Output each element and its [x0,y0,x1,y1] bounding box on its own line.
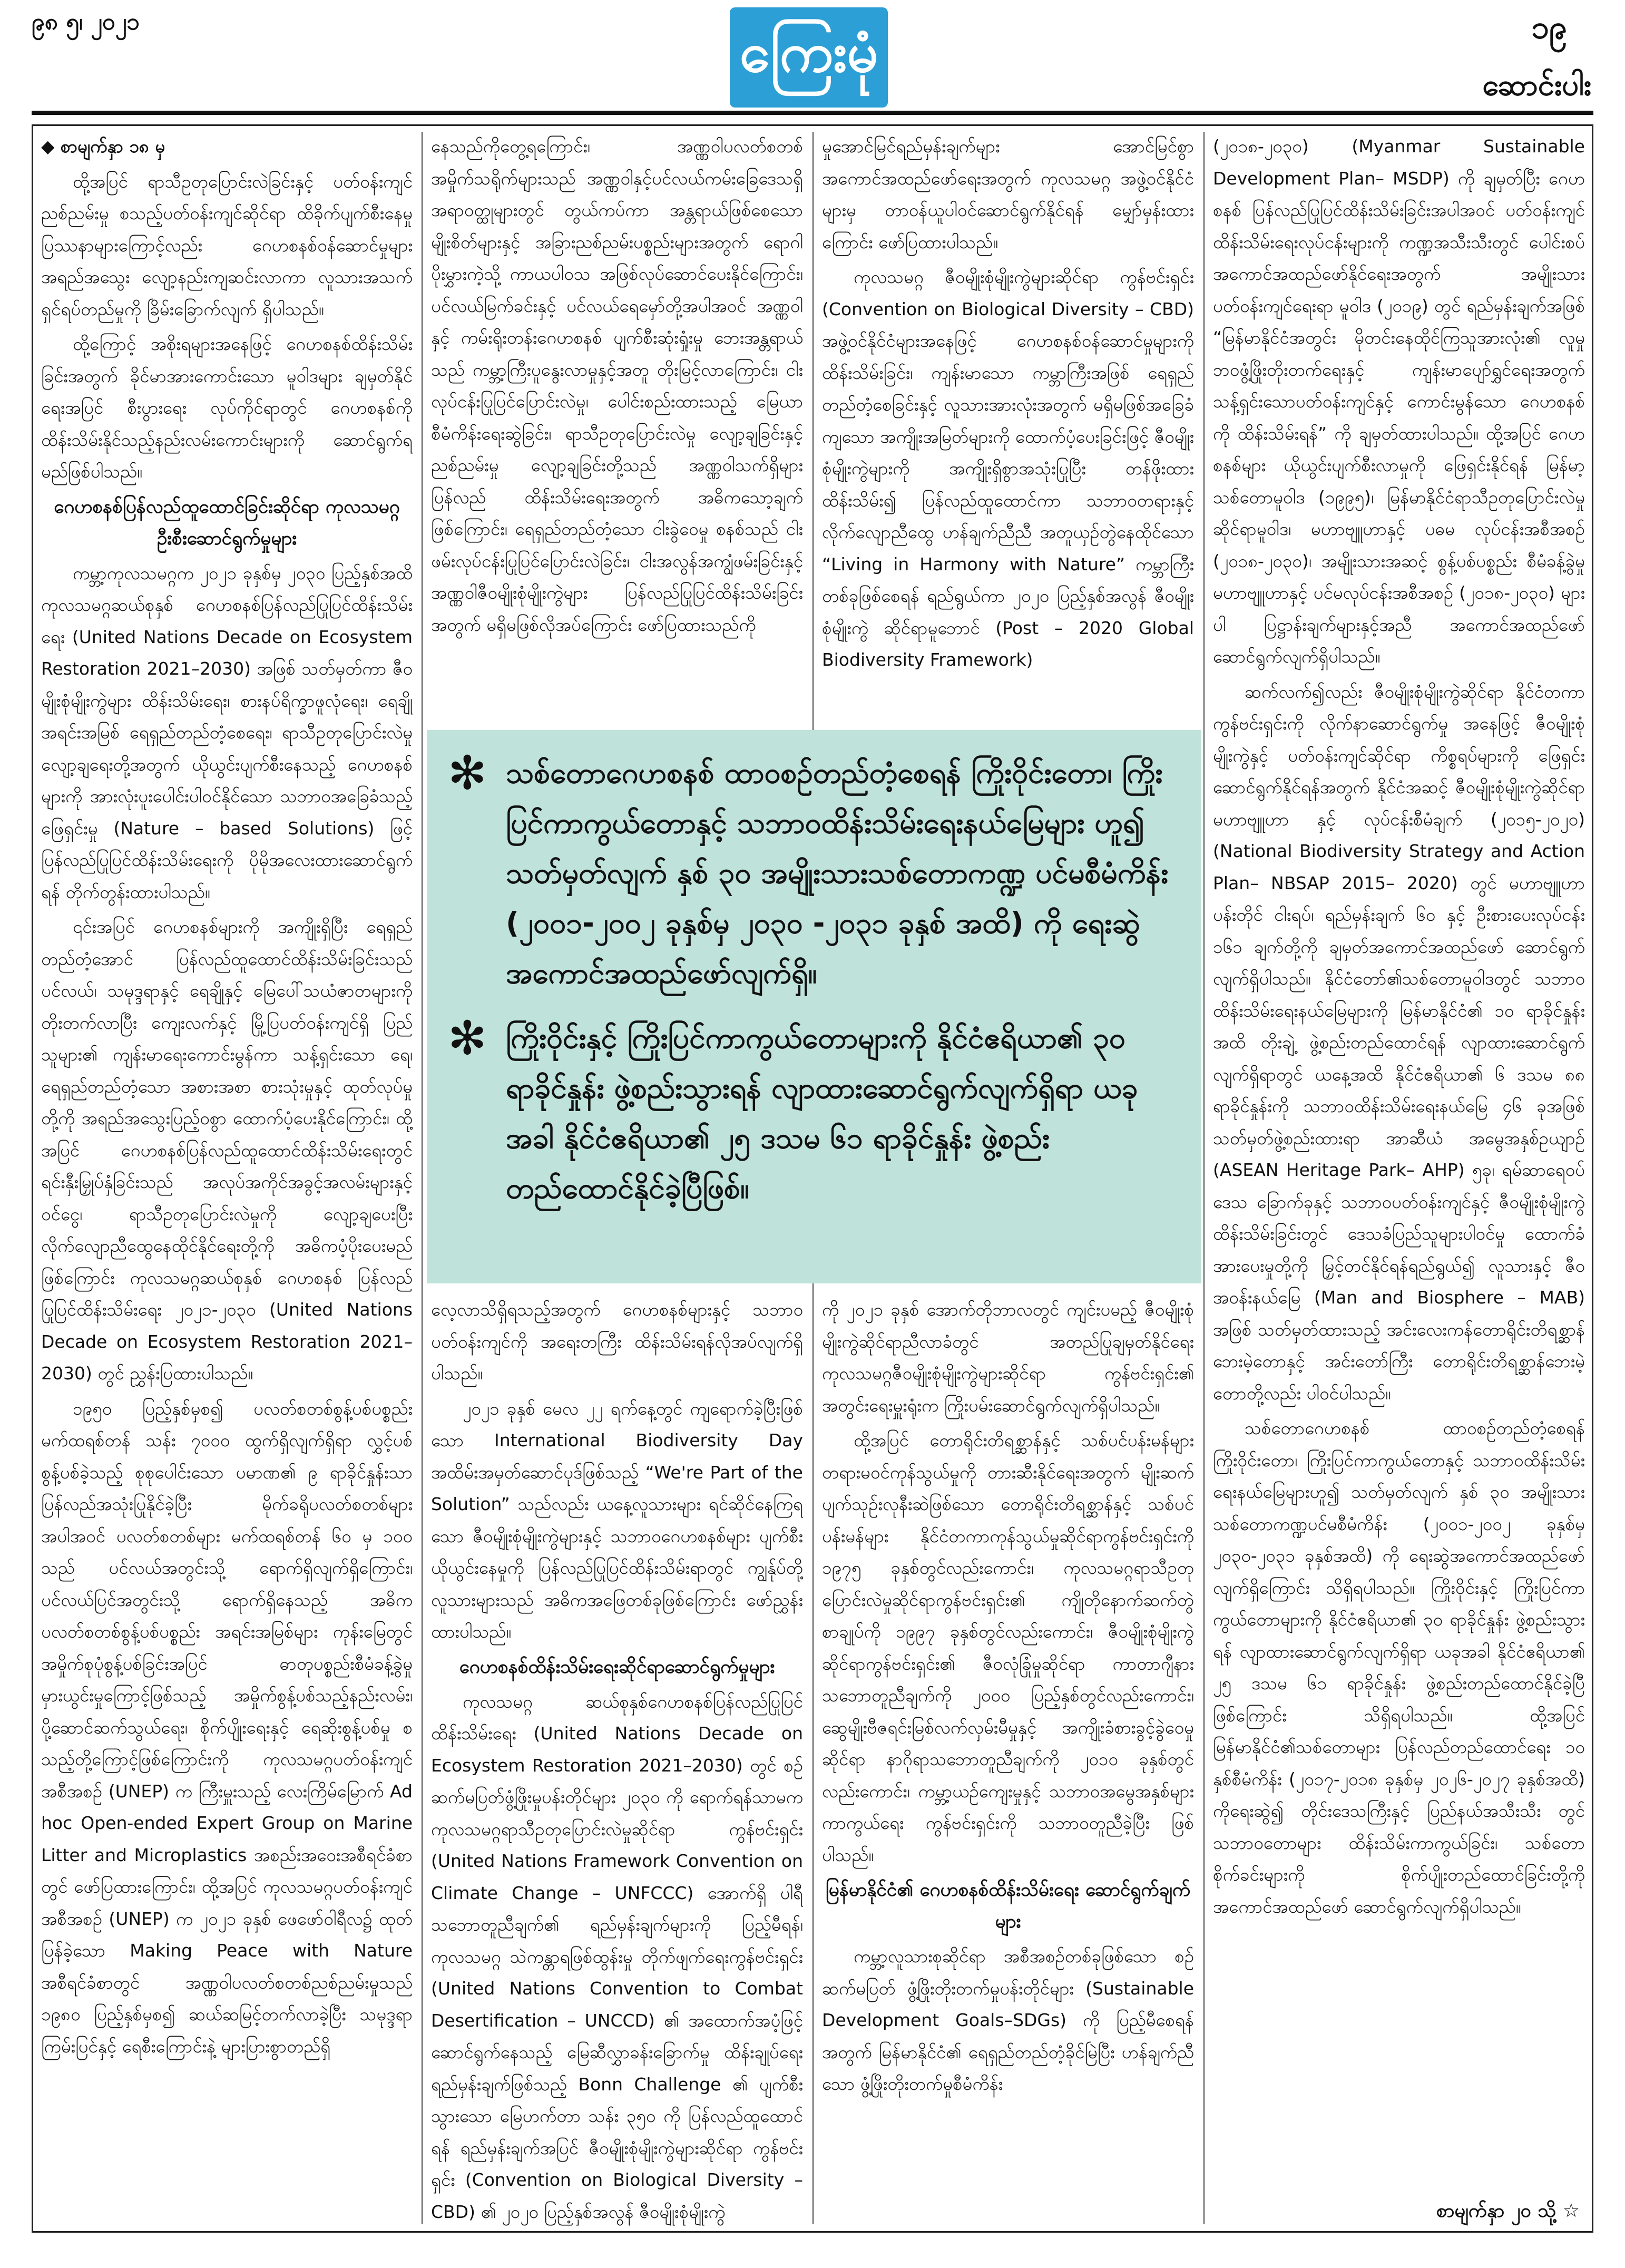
highlight-text: ကြိုးဝိုင်းနှင့် ကြိုးပြင်ကာကွယ်တောများကို နိုင်ငံဧရိယာ၏ ၃၀ ရာခိုင်နှုန်း ဖွဲ့စည်းသွားရန် လျာထားဆောင်ရွက်လျက်ရှိရာ ယခုအခါ နိုင်ငံဧရိယာ၏ ၂၅ ဒသမ ၆၁ ရာခိုင်နှုန်း ဖွဲ့စည်း တည်ထောင်နိုင်ခဲ့ပြီဖြစ်။ [506,1021,1138,1205]
article-column-1 [41,131,413,2228]
paragraph: နေသည်ကိုတွေ့ရကြောင်း၊ အဏ္ဏဝါပလတ်စတစ် အမှိုက်သရိုက်များသည် အဏ္ဏဝါနှင့်ပင်လယ်ကမ်းခြေဒေသရှိ အရာဝတ္ထုများတွင် တွယ်ကပ်ကာ အန္တရာယ်ဖြစ်စေသော မျိုးစိတ်များနှင့် အခြားညစ်ညမ်းပစ္စည်းများအတွက် ရောဂါ ပိုးမွှားကဲ့သို့ ကာယပါ၀သ အဖြစ်လုပ်ဆောင်ပေးနိုင်ကြောင်း၊ ပင်လယ်မြက်ခင်းနှင့် ပင်လယ်ရေမှော်တို့အပါအဝင် အဏ္ဏဝါနှင့် ကမ်းရိုးတန်းဂေဟစနစ် ပျက်စီးဆုံးရှုံးမှု ဘေးအန္တရာယ်သည် ကမ္ဘာ့ကြီးပူနွေးလာမှုနှင့်အတူ တိုးမြင့်လာကြောင်း၊ ငါးလုပ်ငန်းပြုပြင်ပြောင်းလဲမှု၊ ပေါင်းစည်းထားသည့် မြေယာစီမံကိန်းရေးဆွဲခြင်း၊ ရာသီဥတုပြောင်းလဲမှု လျော့ချခြင်းနှင့် ညစ်ညမ်းမှု လျော့ချခြင်းတို့သည် အဏ္ဏဝါသက်ရှိများ ပြန်လည် ထိန်းသိမ်းရေးအတွက် အဓိကသော့ချက်ဖြစ်ကြောင်း၊ ရေရှည်တည်တံ့သော ငါးခွဲဝေမှု စနစ်သည် ငါးဖမ်းလုပ်ငန်းပြုပြင်ပြောင်းလဲခြင်း၊ ငါးအလွန်အကျွံဖမ်းခြင်းနှင့် အဏ္ဏဝါဇီဝမျိုးစုံမျိုးကွဲများ ပြန်လည်ပြုပြင်ထိန်းသိမ်းခြင်းအတွက် မရှိမဖြစ်လိုအပ်ကြောင်း ဖော်ပြထားသည်ကို [431,136,803,635]
masthead-logo-text: ကြေးမုံ [739,20,878,84]
asterisk-bullet-icon: ✻ [448,1011,487,1065]
section-heading: မြန်မာနိုင်ငံ၏ ဂေဟစနစ်ထိန်းသိမ်းရေး ဆောင်ရွက်ချက်များ [825,1880,1191,1932]
column-divider [422,132,423,2224]
paragraph: ကုလသမဂ္ဂ ဆယ်စုနှစ်ဂေဟစနစ်ပြန်လည်ပြုပြင်ထိန်းသိမ်းရေး (United Nations Decade on Ecosystem Restoration 2021–2030) တွင် စဉ်ဆက်မပြတ်ဖွံ့ဖြိုးမှုပန်းတိုင်များ ၂၀၃၀ ကို ရောက်ရန်သာမက ကုလသမဂ္ဂရာသီဥတုပြောင်းလဲမှုဆိုင်ရာ ကွန်ဗင်းရှင်း (United Nations Framework Convention on Climate Change – UNFCCC) အောက်ရှိ ပါရီသဘောတူညီချက်၏ ရည်မှန်းချက်များကို ပြည့်မီရန်၊ ကုလသမဂ္ဂ သဲကန္တာရဖြစ်ထွန်းမှု တိုက်ဖျက်ရေးကွန်ဗင်းရှင်း (United Nations Convention to Combat Desertification – UNCCD) ၏ အထောက်အပံ့ဖြင့် ဆောင်ရွက်နေသည့် မြေဆီလွှာခန်းခြောက်မှု ထိန်းချုပ်ရေးရည်မှန်းချက်ဖြစ်သည့် Bonn Challenge ၏ ပျက်စီးသွားသော မြေဟက်တာ သန်း ၃၅၀ ကို ပြန်လည်ထူထောင်ရန် ရည်မှန်းချက်အပြင် ဇီဝမျိုးစုံမျိုးကွဲများဆိုင်ရာ ကွန်ဗင်းရှင်း (Convention on Biological Diversity – CBD) ၏ ၂၀၂၀ ပြည့်နှစ်အလွန် ဇီဝမျိုးစုံမျိုးကွဲ [431,1691,803,2222]
paragraph: ထို့အပြင် တောရိုင်းတိရစ္ဆာန်နှင့် သစ်ပင်ပန်းမန်များ တရားမဝင်ကုန်သွယ်မှုကို တားဆီးနိုင်ရေးအတွက် မျိုးဆက်ပျက်သုဉ်းလုနီးဆဲဖြစ်သော တောရိုင်းတိရစ္ဆာန်နှင့် သစ်ပင်ပန်းမန်များ နိုင်ငံတကာကုန်သွယ်မှုဆိုင်ရာကွန်ဗင်းရှင်းကို ၁၉၇၅ ခုနှစ်တွင်လည်းကောင်း၊ ကုလသမဂ္ဂရာသီဥတုပြောင်းလဲမှုဆိုင်ရာကွန်ဗင်းရှင်း၏ ကျိုတိုနောက်ဆက်တွဲ စာချုပ်ကို ၁၉၉၇ ခုနှစ်တွင်လည်းကောင်း၊ ဇီဝမျိုးစုံမျိုးကွဲဆိုင်ရာကွန်ဗင်းရှင်း၏ ဇီဝလုံခြုံမှုဆိုင်ရာ ကာတာဂျီနားသဘောတူညီချက်ကို ၂၀၀၀ ပြည့်နှစ်တွင်လည်းကောင်း၊ ဆွေမျိုးဗီဇရင်းမြစ်လက်လှမ်းမီမှုနှင့် အကျိုးခံစားခွင့်ခွဲဝေမှုဆိုင်ရာ နာဂိုရာသဘောတူညီချက်ကို ၂၀၁၀ ခုနှစ်တွင်လည်းကောင်း၊ ကမ္ဘာ့ယဉ်ကျေးမှုနှင့် သဘာဝအမွေအနှစ်များ ကာကွယ်ရေး ကွန်ဗင်းရှင်းကို သဘာဝတူညီခဲ့ပြီး ဖြစ်ပါသည်။ [822,1430,1194,1865]
section-heading: ဂေဟစနစ်ထိန်းသိမ်းရေးဆိုင်ရာဆောင်ရွက်မှုများ [459,1656,775,1678]
paragraph: ကမ္ဘာ့ကုလသမဂ္ဂက ၂၀၂၁ ခုနှစ်မှ ၂၀၃၀ ပြည့်နှစ်အထိ ကုလသမဂ္ဂဆယ်စုနှစ် ဂေဟစနစ်ပြန်လည်ပြုပြင်ထိန်းသိမ်းရေး (United Nations Decade on Ecosystem Restoration 2021–2030) အဖြစ် သတ်မှတ်ကာ ဇီဝမျိုးစုံမျိုးကွဲများ ထိန်းသိမ်းရေး၊ စားနပ်ရိက္ခာဖူလုံရေး၊ ရေချိုအရင်းအမြစ် ရေရှည်တည်တံ့စေရေး၊ ရာသီဥတုပြောင်းလဲမှုလျော့ချရေးတို့အတွက် ယိုယွင်းပျက်စီးနေသည့် ဂေဟစနစ်များကို အားလုံးပူးပေါင်းပါဝင်နိုင်သော သဘာဝအခြေခံသည့်ဖြေရှင်းမှု (Nature – based Solutions) ဖြင့် ပြန်လည်ပြုပြင်ထိန်းသိမ်းရေးကို ပိုမိုအလေးထားဆောင်ရွက်ရန် တိုက်တွန်းထားပါသည်။ [41,562,413,902]
article-column-2-top [431,131,803,721]
masthead-logo [730,7,888,108]
paragraph: ကုလသမဂ္ဂ ဇီဝမျိုးစုံမျိုးကွဲများဆိုင်ရာ ကွန်ဗင်းရှင်း (Convention on Biological Diversity – CBD) အဖွဲ့ဝင်နိုင်ငံများအနေဖြင့် ဂေဟစနစ်ဝန်ဆောင်မှုများကို ထိန်းသိမ်းခြင်း၊ ကျန်းမာသော ကမ္ဘာကြီးအဖြစ် ရေရှည်တည်တံ့စေခြင်းနှင့် လူသားအားလုံးအတွက် မရှိမဖြစ်အခြေခံကျသော အကျိုးအမြတ်များကို ထောက်ပံ့ပေးခြင်းဖြင့် ဇီဝမျိုးစုံမျိုးကွဲများကို အကျိုးရှိစွာအသုံးပြုပြီး တန်ဖိုးထားထိန်းသိမ်း၍ ပြန်လည်ထူထောင်ကာ သဘာဝတရားနှင့် လိုက်လျောညီထွေ ဟန်ချက်ညီညီ အတူယှဉ်တွဲနေထိုင်သော “Living in Harmony with Nature” ကမ္ဘာကြီးတစ်ခုဖြစ်စေရန် ရည်ရွယ်ကာ ၂၀၂၀ ပြည့်နှစ်အလွန် ဇီဝမျိုးစုံမျိုးကွဲ ဆိုင်ရာမူဘောင် (Post – 2020 Global Biodiversity Framework) [822,267,1194,670]
paragraph: ထို့အပြင် ရာသီဥတုပြောင်းလဲခြင်းနှင့် ပတ်ဝန်းကျင်ညစ်ညမ်းမှု စသည့်ပတ်ဝန်းကျင်ဆိုင်ရာ ထိခိုက်ပျက်စီးနေမှု ပြဿနာများကြောင့်လည်း ဂေဟစနစ်ဝန်ဆောင်မှုများ အရည်အသွေး လျော့နည်းကျဆင်းလာကာ လူသားအသက်ရှင်ရပ်တည်မှုကို ခြိမ်းခြောက်လျက် ရှိပါသည်။ [41,171,413,319]
column-divider [1203,132,1205,2224]
paragraph: သစ်တောဂေဟစနစ် ထာဝစဉ်တည်တံ့စေရန် ကြိုးဝိုင်းတော၊ ကြိုးပြင်ကာကွယ်တောနှင့် သဘာဝထိန်းသိမ်းရေးနယ်မြေများဟူ၍ သတ်မှတ်လျက် နှစ် ၃၀ အမျိုးသားသစ်တောကဏ္ဍပင်မစီမံကိန်း (၂၀၀၁-၂၀၀၂ ခုနှစ်မှ ၂၀၃၀-၂၀၃၁ ခုနှစ်အထိ) ကို ရေးဆွဲအကောင်အထည်ဖော်လျက်ရှိကြောင်း သိရှိရပါသည်။ ကြိုးဝိုင်းနှင့် ကြိုးပြင်ကာကွယ်တောများကို နိုင်ငံဧရိယာ၏ ၃၀ ရာခိုင်နှုန်း ဖွဲ့စည်းသွားရန် လျာထားဆောင်ရွက်လျက်ရှိရာ ယခုအခါ နိုင်ငံဧရိယာ၏ ၂၅ ဒသမ ၆၁ ရာခိုင်နှုန်း ဖွဲ့စည်းတည်ထောင်နိုင်ခဲ့ပြီဖြစ်ကြောင်း သိရှိရပါသည်။ ထို့အပြင် မြန်မာနိုင်ငံ၏သစ်တောများ ပြန်လည်တည်ထောင်ရေး ၁၀ နှစ်စီမံကိန်း (၂၀၁၇-၂၀၁၈ ခုနှစ်မှ ၂၀၂၆-၂၀၂၇ ခုနှစ်အထိ) ကိုရေးဆွဲ၍ တိုင်းဒေသကြီးနှင့် ပြည်နယ်အသီးသီး တွင် သဘာဝတောများ ထိန်းသိမ်းကာကွယ်ခြင်း၊ သစ်တောစိုက်ခင်းများကို စိုက်ပျိုးတည်ထောင်ခြင်းတို့ကို အကောင်အထည်ဖော် ဆောင်ရွက်လျက်ရှိပါသည်။ [1213,1418,1585,1917]
issue-date: ၉၈ ၅၊ ၂၀၂၁ [32,8,140,35]
paragraph: ၂၀၂၁ ခုနှစ် မေလ ၂၂ ရက်နေ့တွင် ကျရောက်ခဲ့ပြီးဖြစ်သော International Biodiversity Day အထိမ်းအမှတ်ဆောင်ပုဒ်ဖြစ်သည့် “We're Part of the Solution” သည်လည်း ယနေ့လူသားများ ရင်ဆိုင်နေကြရသော ဇီဝမျိုးစုံမျိုးကွဲများနှင့် သဘာဝဂေဟစနစ်များ ပျက်စီးယိုယွင်းနေမှုကို ပြန်လည်ပြုပြင်ထိန်းသိမ်းရာတွင် ကျွန်ုပ်တို့လူသားများသည် အဓိကအဖြေတစ်ခုဖြစ်ကြောင်း ဖော်ညွှန်းထားပါသည်။ [431,1398,803,1642]
paragraph: မှုအောင်မြင်ရည်မှန်းချက်များ အောင်မြင်စွာ အကောင်အထည်ဖော်ရေးအတွက် ကုလသမဂ္ဂ အဖွဲ့ဝင်နိုင်ငံများမှ တာဝန်ယူပါဝင်ဆောင်ရွက်နိုင်ရန် မျှော်မှန်းထားကြောင်း ဖော်ပြထားပါသည်။ [822,136,1194,252]
asterisk-bullet-icon: ✻ [448,746,487,800]
continued-to: စာမျက်နှာ ၂၀ သို့ ☆ [1436,2200,1580,2222]
article-column-3-top [822,131,1194,721]
paragraph: ၁၉၅၀ ပြည့်နှစ်မှစ၍ ပလတ်စတစ်စွန့်ပစ်ပစ္စည်း မက်ထရစ်တန် သန်း ၇၀၀၀ ထွက်ရှိလျက်ရှိရာ လွှင့်ပစ်စွန့်ပစ်ခဲ့သည့် စုစုပေါင်းသော ပမာဏ၏ ၉ ရာခိုင်နှုန်းသာ ပြန်လည်အသုံးပြုနိုင်ခဲ့ပြီး မိုက်ခရိုပလတ်စတစ်များ အပါအဝင် ပလတ်စတစ်များ မက်ထရစ်တန် ၆၀ မှ ၁၀၀ သည် ပင်လယ်အတွင်းသို့ ရောက်ရှိလျက်ရှိကြောင်း၊ ပင်လယ်ပြင်အတွင်းသို့ ရောက်ရှိနေသည့် အဓိကပလတ်စတစ်စွန့်ပစ်ပစ္စည်း အရင်းအမြစ်များ ကုန်းမြေတွင် အမှိုက်စုပုံစွန့်ပစ်ခြင်းအပြင် ဓာတုပစ္စည်းစီမံခန့်ခွဲမှု မှားယွင်းမှုကြောင့်ဖြစ်သည့် အမှိုက်စွန့်ပစ်သည့်နည်းလမ်း၊ ပို့ဆောင်ဆက်သွယ်ရေး၊ စိုက်ပျိုးရေးနှင့် ရေဆိုးစွန့်ပစ်မှု စသည့်တို့ကြောင့်ဖြစ်ကြောင်းကို ကုလသမဂ္ဂပတ်ဝန်းကျင်အစီအစဉ် (UNEP) က ကြီးမှူးသည့် လေးကြိမ်မြောက် Ad hoc Open-ended Expert Group on Marine Litter and Microplastics အစည်းအဝေးအစီရင်ခံစာတွင် ဖော်ပြထားကြောင်း၊ ထို့အပြင် ကုလသမဂ္ဂပတ်ဝန်းကျင်အစီအစဉ် (UNEP) က ၂၀၂၁ ခုနှစ် ဖေဖော်ဝါရီလ၌ ထုတ်ပြန်ခဲ့သော Making Peace with Nature အစီရင်ခံစာတွင် အဏ္ဏဝါပလတ်စတစ်ညစ်ညမ်းမှုသည် ၁၉၈၀ ပြည့်နှစ်မှစ၍ ဆယ်ဆမြင့်တက်လာခဲ့ပြီး သမုဒ္ဒရာကြမ်းပြင်နှင့် ရေစီးကြောင်းနဲ့ များပြားစွာတည်ရှိ [41,1398,413,2057]
continued-from: ◆ စာမျက်နှာ ၁၈ မှ [41,136,165,157]
paragraph: ဆက်လက်၍လည်း ဇီဝမျိုးစုံမျိုးကွဲဆိုင်ရာ နိုင်ငံတကာကွန်ဗင်းရှင်းကို လိုက်နာဆောင်ရွက်မှု အနေဖြင့် ဇီဝမျိုးစုံမျိုးကွဲနှင့် ပတ်ဝန်းကျင်ဆိုင်ရာ ကိစ္စရပ်များကို ဖြေရှင်းဆောင်ရွက်နိုင်ရန်အတွက် နိုင်ငံအဆင့် ဇီဝမျိုးစုံမျိုးကွဲဆိုင်ရာ မဟာဗျူဟာ နှင့် လုပ်ငန်းစီမံချက် (၂၀၁၅-၂၀၂၀) (National Biodiversity Strategy and Action Plan– NBSAP 2015– 2020) တွင် မဟာဗျူဟာ ပန်းတိုင် ငါးရပ်၊ ရည်မှန်းချက် ၆၀ နှင့် ဦးစားပေးလုပ်ငန်း ၁၆၁ ချက်တို့ကို ချမှတ်အကောင်အထည်ဖော် ဆောင်ရွက်လျက်ရှိပါသည်။ နိုင်ငံတော်၏သစ်တောမူဝါဒတွင် သဘာဝထိန်းသိမ်းရေးနယ်မြေများကို မြန်မာနိုင်ငံ၏ ၁၀ ရာခိုင်နှုန်းအထိ တိုးချဲ့ ဖွဲ့စည်းတည်ထောင်ရန် လျာထားဆောင်ရွက်လျက်ရှိရာတွင် ယနေ့အထိ နိုင်ငံဧရိယာ၏ ၆ ဒသမ ၈၈ ရာခိုင်နှုန်းကို သဘာဝထိန်းသိမ်းရေးနယ်မြေ ၄၆ ခုအဖြစ် သတ်မှတ်ဖွဲ့စည်းထားရာ အာဆီယံ အမွေအနှစ်ဥယျာဉ် (ASEAN Heritage Park– AHP) ၅ခု၊ ရမ်ဆာရေဝပ်ဒေသ ခြောက်ခုနှင့် သဘာဝပတ်ဝန်းကျင်နှင့် ဇီဝမျိုးစုံမျိုးကွဲထိန်းသိမ်းခြင်းတွင် ဒေသခံပြည်သူများပါဝင်မှု ထောက်ခံအားပေးမှုတို့ကို မြှင့်တင်နိုင်ရန်ရည်ရွယ်၍ လူသားနှင့် ဇီဝအဝန်းနယ်မြေ (Man and Biosphere – MAB) အဖြစ် သတ်မှတ်ထားသည့် အင်းလေးကန်တောရိုင်းတိရစ္ဆာန်ဘေးမဲ့တောနှင့် အင်းတော်ကြီး တောရိုင်းတိရစ္ဆာန်ဘေးမဲ့တောတို့လည်း ပါဝင်ပါသည်။ [1213,681,1585,1404]
paragraph: လေ့လာသိရှိရသည့်အတွက် ဂေဟစနစ်များနှင့် သဘာဝပတ်ဝန်းကျင်ကို အရေးတကြီး ထိန်းသိမ်းရန်လိုအပ်လျက်ရှိပါသည်။ [431,1299,803,1384]
header-rule [32,111,1593,115]
paragraph: (၂၀၁၈-၂၀၃၀) (Myanmar Sustainable Development Plan– MSDP) ကို ချမှတ်ပြီး ဂေဟစနစ် ပြန်လည်ပြုပြင်ထိန်းသိမ်းခြင်းအပါအဝင် ပတ်ဝန်းကျင်ထိန်းသိမ်းရေးလုပ်ငန်းများကို ကဏ္ဍအသီးသီးတွင် ပေါင်းစပ်အကောင်အထည်ဖော်နိုင်ရေးအတွက် အမျိုးသားပတ်ဝန်းကျင်ရေးရာ မူဝါဒ (၂၀၁၉) တွင် ရည်မှန်းချက်အဖြစ် “မြန်မာနိုင်ငံအတွင်း မိုတင်းနေထိုင်ကြသူအားလုံး၏ လူမှုဘဝဖွံ့ဖြိုးတိုးတက်ရေးနှင့် ကျန်းမာပျော်ရွှင်ရေးအတွက် သန့်ရှင်းသောပတ်ဝန်းကျင်နှင့် ကောင်းမွန်သော ဂေဟစနစ်ကို ထိန်းသိမ်းရန်” ကို ချမှတ်ထားပါသည်။ ထို့အပြင် ဂေဟစနစ်များ ယိုယွင်းပျက်စီးလာမှုကို ဖြေရှင်းနိုင်ရန် မြန်မာ့သစ်တောမူဝါဒ (၁၉၉၅)၊ မြန်မာနိုင်ငံရာသီဥတုပြောင်းလဲမှုဆိုင်ရာမူဝါဒ၊ မဟာဗျူဟာနှင့် ပဓမ လုပ်ငန်းအစီအစဉ် (၂၀၁၈-၂၀၃၀)၊ အမျိုးသားအဆင့် စွန့်ပစ်ပစ္စည်း စီမံခန့်ခွဲမှု မဟာဗျူဟာနှင့် ပင်မလုပ်ငန်းအစီအစဉ် (၂၀၁၈-၂၀၃၀) များပါ ပြဋ္ဌာန်းချက်များနှင့်အညီ အကောင်အထည်ဖော် ဆောင်ရွက်လျက်ရှိပါသည်။ [1213,136,1585,667]
section-label: ဆောင်းပါး [1482,68,1591,102]
paragraph: ထို့ကြောင့် အစိုးရများအနေဖြင့် ဂေဟစနစ်ထိန်းသိမ်းခြင်းအတွက် ခိုင်မာအားကောင်းသော မူဝါဒများ ချမှတ်နိုင်ရေးအပြင် စီးပွားရေး လုပ်ကိုင်ရာတွင် ဂေဟစနစ်ကို ထိန်းသိမ်းနိုင်သည့်နည်းလမ်းကောင်းများကို ဆောင်ရွက်ရမည်ဖြစ်ပါသည်။ [41,334,413,482]
paragraph: ၎င်းအပြင် ဂေဟစနစ်များကို အကျိုးရှိပြီး ရေရှည်တည်တံ့အောင် ပြန်လည်ထူထောင်ထိန်းသိမ်းခြင်းသည် ပင်လယ်၊ သမုဒ္ဒရာနှင့် ရေချိုနှင့် မြေပေါ်သယံဇာတများကို တိုးတက်လာပြီး ကျေးလက်နှင့် မြို့ပြပတ်ဝန်းကျင်ရှိ ပြည်သူများ၏ ကျန်းမာရေးကောင်းမွန်ကာ သန့်ရှင်းသော ရေ၊ ရေရှည်တည်တံ့သော အစားအစာ စားသုံးမှုနှင့် ထုတ်လုပ်မှုတို့ကို အရည်အသွေးပြည့်ဝစွာ ထောက်ပံ့ပေးနိုင်ကြောင်း၊ ထို့အပြင် ဂေဟစနစ်ပြန်လည်ထူထောင်ထိန်းသိမ်းရေးတွင် ရင်းနှီးမြှုပ်နှံခြင်းသည် အလုပ်အကိုင်အခွင့်အလမ်းများနှင့် ဝင်ငွေ၊ ရာသီဥတုပြောင်းလဲမှုကို လျော့ချပေးပြီး လိုက်လျောညီထွေနေထိုင်နိုင်ရေးတို့ကို အဓိကပံ့ပိုးပေးမည်ဖြစ်ကြောင်း ကုလသမဂ္ဂဆယ်စုနှစ် ဂေဟစနစ် ပြန်လည်ပြုပြင်ထိန်းသိမ်းရေး ၂၀၂၁-၂၀၃၀ (United Nations Decade on Ecosystem Restoration 2021–2030) တွင် ညွှန်းပြထားပါသည်။ [41,917,413,1384]
highlight-item [448,748,1180,998]
section-heading: ဂေဟစနစ်ပြန်လည်ထူထောင်ခြင်းဆိုင်ရာ ကုလသမဂ္ဂ ဦးစီးဆောင်ရွက်မှုများ [54,496,400,549]
highlight-box [427,730,1201,1283]
paragraph: ကို ၂၀၂၁ ခုနှစ် အောက်တိုဘာလတွင် ကျင်းပမည့် ဇီဝမျိုးစုံမျိုးကွဲဆိုင်ရာညီလာခံတွင် အတည်ပြုချမှတ်နိုင်ရေး ကုလသမဂ္ဂဇီဝမျိုးစုံမျိုးကွဲများဆိုင်ရာ ကွန်ဗင်းရှင်း၏ အတွင်းရေးမှူးရုံးက ကြိုးပမ်းဆောင်ရွက်လျက်ရှိပါသည်။ [822,1299,1194,1416]
highlight-item [448,1013,1180,1213]
article-column-2-bottom [431,1294,803,2230]
page-number: ၁၉ [1531,9,1567,46]
paragraph: ကမ္ဘာ့လူသားစုဆိုင်ရာ အစီအစဉ်တစ်ခုဖြစ်သော စဉ်ဆက်မပြတ် ဖွံ့ဖြိုးတိုးတက်မှုပန်းတိုင်များ (Sustainable Development Goals–SDGs) ကို ပြည့်မီစေရန်အတွက် မြန်မာနိုင်ငံ၏ ရေရှည်တည်တံ့ခိုင်မြဲပြီး ဟန်ချက်ညီသော ဖွံ့ဖြိုးတိုးတက်မှုစီမံကိန်း [822,1946,1194,2094]
article-column-3-bottom [822,1294,1194,2230]
highlight-text: သစ်တောဂေဟစနစ် ထာဝစဉ်တည်တံ့စေရန် ကြိုးဝိုင်းတော၊ ကြိုးပြင်ကာကွယ်တောနှင့် သဘာဝထိန်းသိမ်းရေးနယ်မြေများ ဟူ၍ သတ်မှတ်လျက် နှစ် ၃၀ အမျိုးသားသစ်တောကဏ္ဍ ပင်မစီမံကိန်း (၂၀၀၁-၂၀၀၂ ခုနှစ်မှ ၂၀၃၀ -၂၀၃၁ ခုနှစ် အထိ) ကို ရေးဆွဲအကောင်အထည်ဖော်လျက်ရှိ။ [506,756,1169,990]
article-column-4 [1213,131,1585,2194]
